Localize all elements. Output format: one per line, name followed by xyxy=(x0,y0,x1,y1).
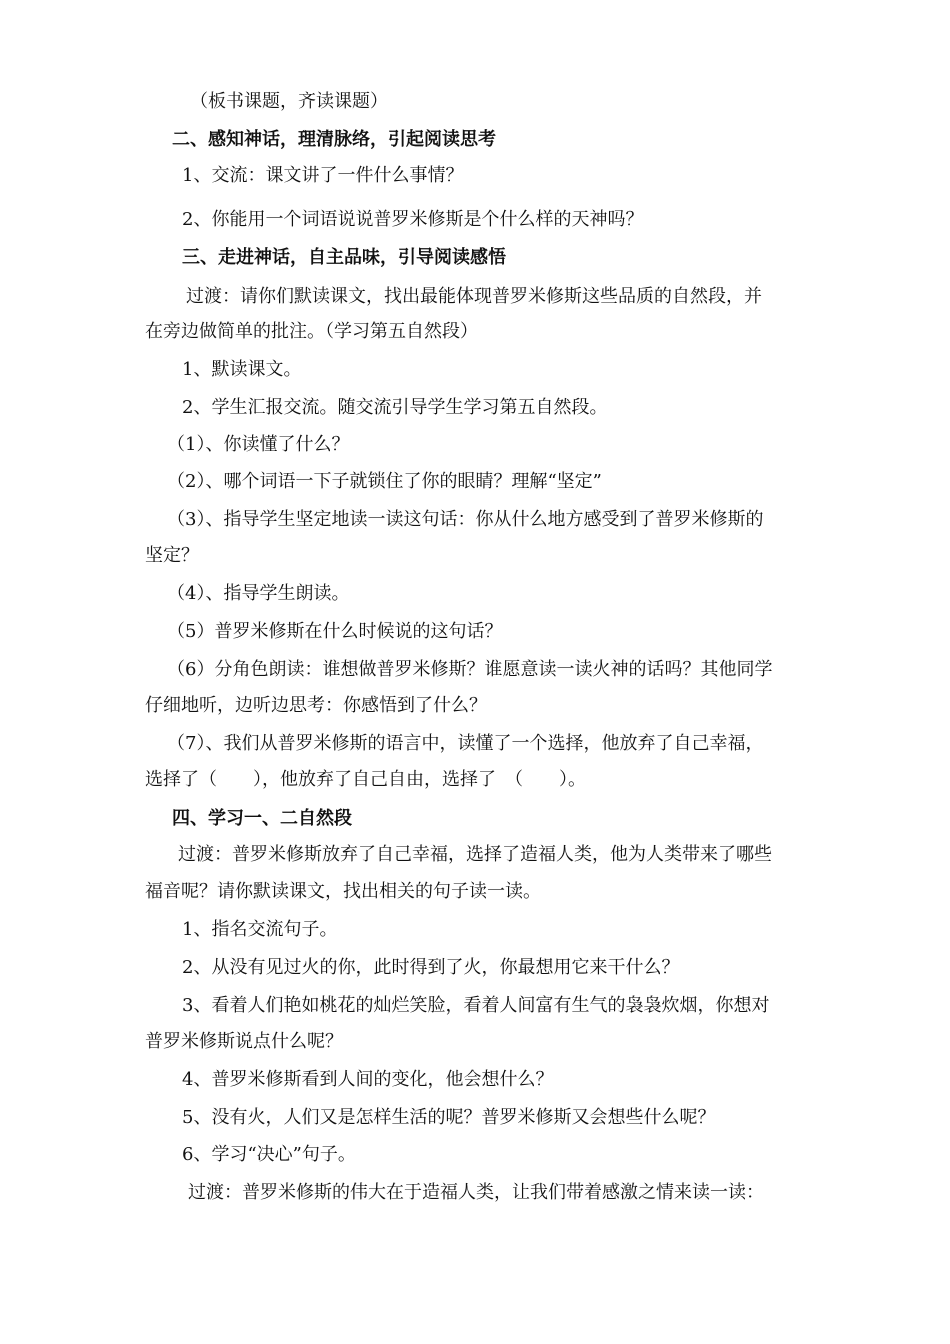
sub-step-7-cont: 选择了（ ），他放弃了自己自由，选择了 （ ）。 xyxy=(145,769,586,790)
step-line-2: 2、学生汇报交流。随交流引导学生学习第五自然段。 xyxy=(182,397,608,418)
sub-step-4: （4）、指导学生朗读。 xyxy=(167,583,350,604)
activity-line-4: 4、普罗米修斯看到人间的变化，他会想什么？ xyxy=(182,1069,554,1090)
text-line-board-topic: （板书课题，齐读课题） xyxy=(190,91,388,112)
activity-line-1: 1、指名交流句子。 xyxy=(182,919,338,940)
sub-step-3-cont: 坚定？ xyxy=(145,545,199,566)
transition-paragraph-1: 过渡：请你们默读课文，找出最能体现普罗米修斯这些品质的自然段，并 xyxy=(186,286,762,307)
activity-line-5: 5、没有火，人们又是怎样生活的呢？普罗米修斯又会想些什么呢？ xyxy=(182,1107,716,1128)
sub-step-6-cont: 仔细地听，边听边思考：你感悟到了什么？ xyxy=(145,695,487,716)
step-line-1: 1、默读课文。 xyxy=(182,359,302,380)
activity-line-2: 2、从没有见过火的你，此时得到了火，你最想用它来干什么？ xyxy=(182,957,680,978)
sub-step-2: （2）、哪个词语一下子就锁住了你的眼睛？理解“坚定” xyxy=(167,471,602,492)
section-heading-2: 二、感知神话，理清脉络，引起阅读思考 xyxy=(172,129,496,150)
section-heading-4: 四、学习一、二自然段 xyxy=(172,808,352,829)
transition-paragraph-1-cont: 在旁边做简单的批注。（学习第五自然段） xyxy=(145,321,478,342)
transition-paragraph-2-cont: 福音呢？请你默读课文，找出相关的句子读一读。 xyxy=(145,881,541,902)
activity-line-3: 3、看着人们艳如桃花的灿烂笑脸，看着人间富有生气的袅袅炊烟，你想对 xyxy=(182,995,770,1016)
activity-line-3-cont: 普罗米修斯说点什么呢？ xyxy=(145,1031,343,1052)
transition-paragraph-3: 过渡：普罗米修斯的伟大在于造福人类，让我们带着感激之情来读一读： xyxy=(188,1182,764,1203)
sub-step-1: （1）、你读懂了什么？ xyxy=(167,434,350,455)
sub-step-3: （3）、指导学生坚定地读一读这句话：你从什么地方感受到了普罗米修斯的 xyxy=(167,509,764,530)
section-heading-3: 三、走进神话，自主品味，引导阅读感悟 xyxy=(182,247,506,268)
sub-step-7: （7）、我们从普罗米修斯的语言中，读懂了一个选择，他放弃了自己幸福， xyxy=(167,733,764,754)
question-line-2: 2、你能用一个词语说说普罗米修斯是个什么样的天神吗？ xyxy=(182,209,644,230)
transition-paragraph-2: 过渡：普罗米修斯放弃了自己幸福，选择了造福人类，他为人类带来了哪些 xyxy=(178,844,772,865)
activity-line-6: 6、学习“决心”句子。 xyxy=(182,1144,356,1165)
sub-step-5: （5）普罗米修斯在什么时候说的这句话？ xyxy=(167,621,503,642)
question-line-1: 1、交流：课文讲了一件什么事情？ xyxy=(182,165,464,186)
sub-step-6: （6）分角色朗读：谁想做普罗米修斯？谁愿意读一读火神的话吗？其他同学 xyxy=(167,659,773,680)
